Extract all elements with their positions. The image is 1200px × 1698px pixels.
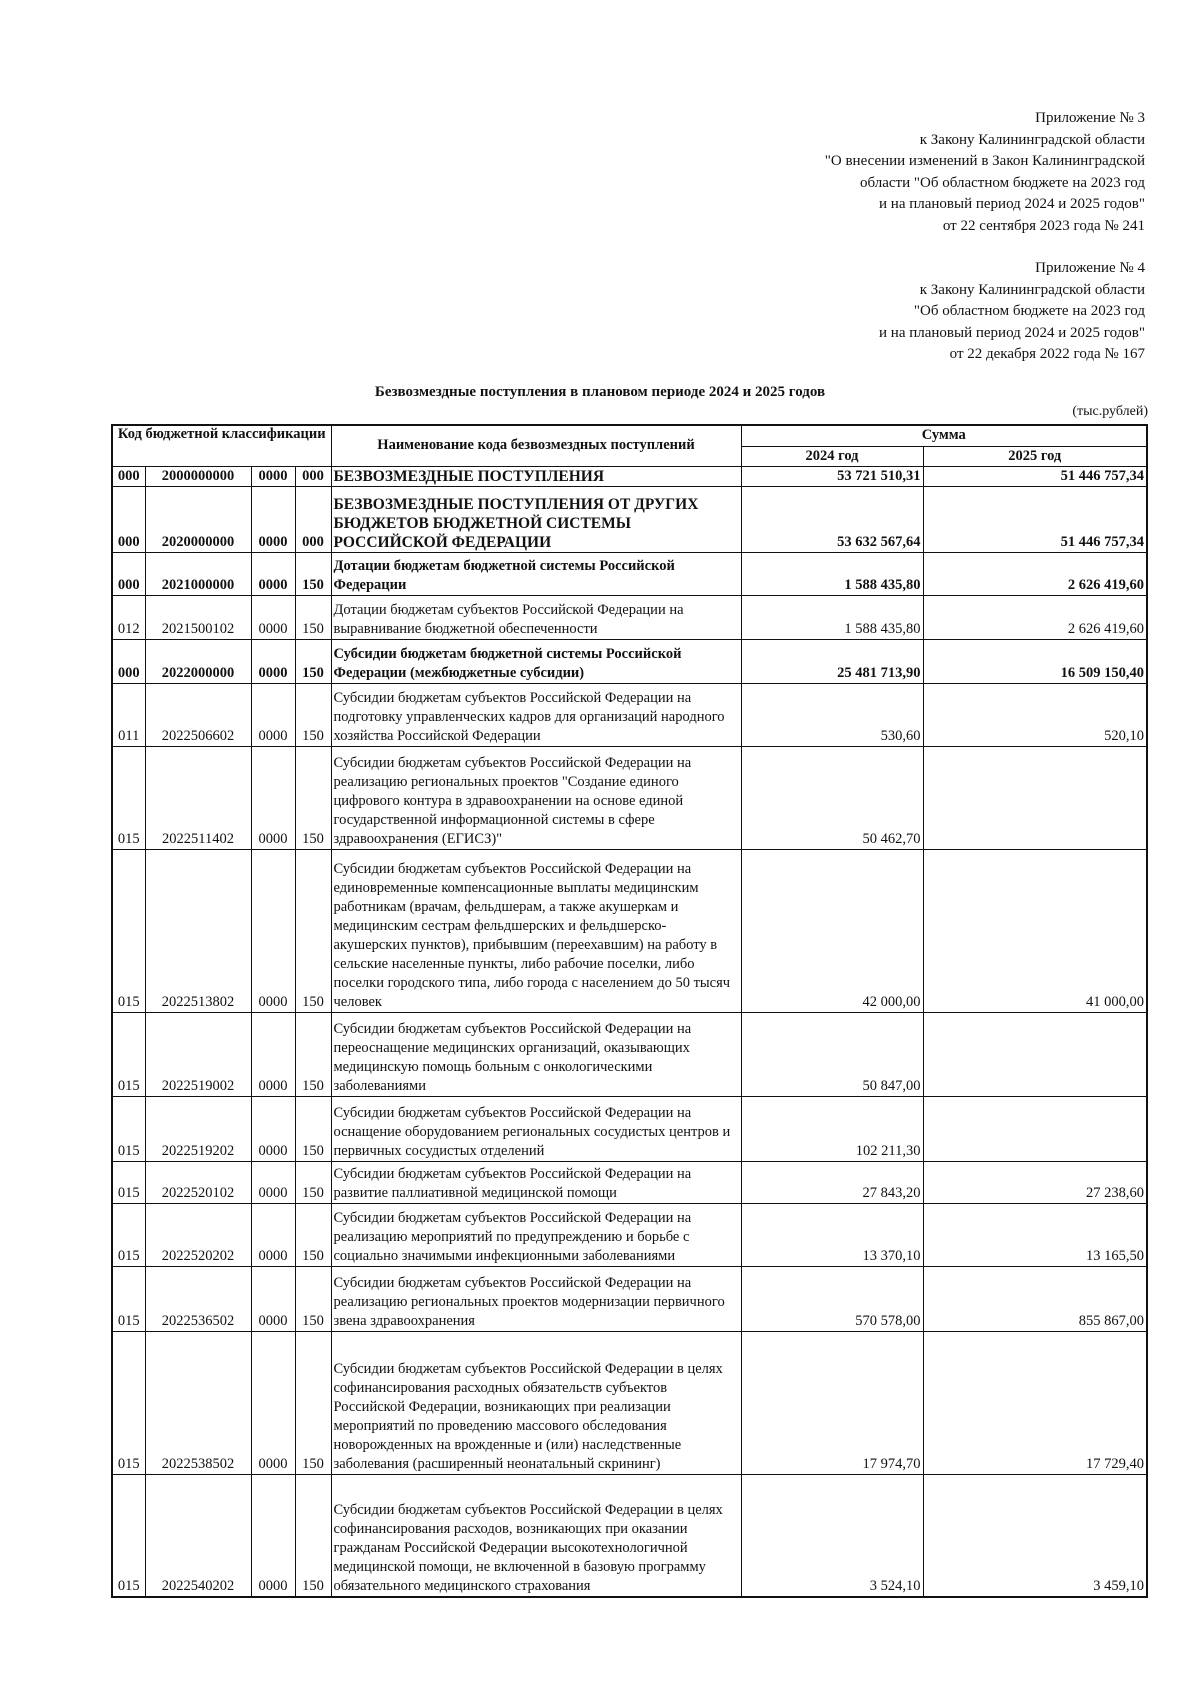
cell-admin-code: 015 bbox=[112, 1203, 145, 1266]
cell-revenue-name: БЕЗВОЗМЕЗДНЫЕ ПОСТУПЛЕНИЯ ОТ ДРУГИХ БЮДЖЕТОВ БЮДЖЕТНОЙ СИСТЕМЫ РОССИЙСКОЙ ФЕДЕРАЦИИ bbox=[331, 486, 741, 552]
cell-revenue-name: БЕЗВОЗМЕЗДНЫЕ ПОСТУПЛЕНИЯ bbox=[331, 466, 741, 486]
cell-revenue-name: Субсидии бюджетам бюджетной системы Российской Федерации (межбюджетные субсидии) bbox=[331, 639, 741, 683]
cell-admin-code: 011 bbox=[112, 683, 145, 746]
cell-admin-code: 015 bbox=[112, 1331, 145, 1474]
appendix-4-header bbox=[879, 258, 1145, 366]
appendix-line: от 22 декабря 2022 года № 167 bbox=[949, 346, 1145, 362]
cell-amount-2025: 16 509 150,40 bbox=[923, 639, 1147, 683]
appendix-line: "Об областном бюджете на 2023 год bbox=[913, 303, 1145, 319]
cell-program-code: 0000 bbox=[251, 552, 295, 595]
cell-program-code: 0000 bbox=[251, 1331, 295, 1474]
cell-program-code: 0000 bbox=[251, 1474, 295, 1597]
document-title: Безвозмездные поступления в плановом периоде 2024 и 2025 годов bbox=[374, 384, 826, 400]
cell-amount-2024: 50 462,70 bbox=[741, 746, 923, 849]
cell-revenue-name: Субсидии бюджетам субъектов Российской Федерации на реализацию региональных проектов модернизации первичного звена здравоохранения bbox=[331, 1266, 741, 1331]
cell-economic-code: 150 bbox=[295, 1331, 331, 1474]
table-row bbox=[112, 683, 1147, 746]
cell-amount-2024: 570 578,00 bbox=[741, 1266, 923, 1331]
cell-type-code: 2022513802 bbox=[145, 849, 251, 1012]
cell-economic-code: 150 bbox=[295, 1161, 331, 1203]
cell-type-code: 2022519002 bbox=[145, 1012, 251, 1096]
cell-program-code: 0000 bbox=[251, 683, 295, 746]
cell-amount-2025: 27 238,60 bbox=[923, 1161, 1147, 1203]
cell-amount-2024: 53 632 567,64 bbox=[741, 486, 923, 552]
cell-amount-2025: 855 867,00 bbox=[923, 1266, 1147, 1331]
cell-type-code: 2022520102 bbox=[145, 1161, 251, 1203]
appendix-3-header bbox=[825, 108, 1145, 237]
cell-type-code: 2022519202 bbox=[145, 1096, 251, 1161]
cell-admin-code: 015 bbox=[112, 1096, 145, 1161]
cell-revenue-name: Субсидии бюджетам субъектов Российской Федерации на оснащение оборудованием региональных сосудистых центров и первичных сосудистых отделений bbox=[331, 1096, 741, 1161]
cell-admin-code: 000 bbox=[112, 639, 145, 683]
cell-economic-code: 150 bbox=[295, 1266, 331, 1331]
cell-revenue-name: Субсидии бюджетам субъектов Российской Федерации в целях софинансирования расходов, возникающих при оказании гражданам Российской Федерации высокотехнологичной медицинской помощи, не включенной в базовую программу обязательного медицинского страхования bbox=[331, 1474, 741, 1597]
cell-amount-2025: 3 459,10 bbox=[923, 1474, 1147, 1597]
appendix-line: и на плановый период 2024 и 2025 годов" bbox=[879, 196, 1145, 212]
budget-table bbox=[111, 424, 1148, 1598]
cell-type-code: 2022540202 bbox=[145, 1474, 251, 1597]
cell-economic-code: 000 bbox=[295, 486, 331, 552]
table-row bbox=[112, 1161, 1147, 1203]
table-row bbox=[112, 639, 1147, 683]
cell-program-code: 0000 bbox=[251, 1203, 295, 1266]
cell-program-code: 0000 bbox=[251, 466, 295, 486]
table-row bbox=[112, 1331, 1147, 1474]
appendix-line: к Закону Калининградской области bbox=[919, 131, 1145, 148]
table-row bbox=[112, 1203, 1147, 1266]
cell-economic-code: 150 bbox=[295, 1096, 331, 1161]
cell-economic-code: 150 bbox=[295, 683, 331, 746]
cell-admin-code: 015 bbox=[112, 746, 145, 849]
cell-revenue-name: Субсидии бюджетам субъектов Российской Федерации на единовременные компенсационные выплаты медицинским работникам (врачам, фельдшерам, а также акушеркам и медицинским сестрам фельдшерских и фельдшерско-акушерских пунктов), прибывшим (переехавшим) на работу в сельские населенные пункты, либо рабочие поселки, либо поселки городского типа, либо города с населением до 50 тысяч человек bbox=[331, 849, 741, 1012]
cell-program-code: 0000 bbox=[251, 486, 295, 552]
cell-admin-code: 000 bbox=[112, 552, 145, 595]
cell-amount-2024: 42 000,00 bbox=[741, 849, 923, 1012]
header-code: Код бюджетной классификации bbox=[112, 425, 331, 466]
appendix-line: и на плановый период 2024 и 2025 годов" bbox=[879, 324, 1145, 341]
table-row bbox=[112, 1096, 1147, 1161]
appendix-line: Приложение № 3 bbox=[1035, 110, 1145, 126]
cell-type-code: 2022536502 bbox=[145, 1266, 251, 1331]
cell-revenue-name: Субсидии бюджетам субъектов Российской Федерации на подготовку управленческих кадров для организаций народного хозяйства Российской Федерации bbox=[331, 683, 741, 746]
cell-amount-2025: 17 729,40 bbox=[923, 1331, 1147, 1474]
units-note: (тыс.рублей) bbox=[1072, 404, 1148, 419]
cell-type-code: 2021000000 bbox=[145, 552, 251, 595]
cell-amount-2025: 41 000,00 bbox=[923, 849, 1147, 1012]
cell-economic-code: 000 bbox=[295, 466, 331, 486]
appendix-line: от 22 сентября 2023 года № 241 bbox=[942, 217, 1145, 234]
cell-program-code: 0000 bbox=[251, 639, 295, 683]
table-row bbox=[112, 552, 1147, 595]
cell-program-code: 0000 bbox=[251, 1161, 295, 1203]
header-name: Наименование кода безвозмездных поступлений bbox=[331, 425, 741, 466]
cell-type-code: 2022520202 bbox=[145, 1203, 251, 1266]
cell-amount-2024: 25 481 713,90 bbox=[741, 639, 923, 683]
table-row bbox=[112, 1012, 1147, 1096]
cell-admin-code: 012 bbox=[112, 595, 145, 639]
cell-amount-2025: 51 446 757,34 bbox=[923, 466, 1147, 486]
appendix-line: области "Об областном бюджете на 2023 год bbox=[860, 174, 1145, 191]
cell-economic-code: 150 bbox=[295, 639, 331, 683]
cell-type-code: 2022511402 bbox=[145, 746, 251, 849]
table-row bbox=[112, 466, 1147, 486]
table-row bbox=[112, 1266, 1147, 1331]
cell-amount-2025 bbox=[923, 746, 1147, 849]
cell-admin-code: 015 bbox=[112, 1266, 145, 1331]
cell-amount-2025: 2 626 419,60 bbox=[923, 595, 1147, 639]
cell-amount-2024: 1 588 435,80 bbox=[741, 552, 923, 595]
cell-program-code: 0000 bbox=[251, 1096, 295, 1161]
appendix-line: к Закону Калининградской области bbox=[919, 281, 1145, 298]
cell-revenue-name: Субсидии бюджетам субъектов Российской Федерации на реализацию мероприятий по предупреждению и борьбе с социально значимыми инфекционными заболеваниями bbox=[331, 1203, 741, 1266]
cell-program-code: 0000 bbox=[251, 746, 295, 849]
cell-type-code: 2000000000 bbox=[145, 466, 251, 486]
cell-program-code: 0000 bbox=[251, 849, 295, 1012]
cell-revenue-name: Субсидии бюджетам субъектов Российской Федерации на реализацию региональных проектов "Создание единого цифрового контура в здравоохранении на основе единой государственной информационной системы в сфере здравоохранения (ЕГИСЗ)" bbox=[331, 746, 741, 849]
cell-revenue-name: Субсидии бюджетам субъектов Российской Федерации на развитие паллиативной медицинской помощи bbox=[331, 1161, 741, 1203]
cell-amount-2024: 50 847,00 bbox=[741, 1012, 923, 1096]
cell-amount-2024: 13 370,10 bbox=[741, 1203, 923, 1266]
cell-admin-code: 000 bbox=[112, 486, 145, 552]
cell-amount-2024: 27 843,20 bbox=[741, 1161, 923, 1203]
cell-admin-code: 015 bbox=[112, 1474, 145, 1597]
cell-amount-2025 bbox=[923, 1012, 1147, 1096]
header-year-2024: 2024 год bbox=[741, 446, 923, 466]
cell-revenue-name: Дотации бюджетам субъектов Российской Федерации на выравнивание бюджетной обеспеченности bbox=[331, 595, 741, 639]
cell-type-code: 2020000000 bbox=[145, 486, 251, 552]
cell-amount-2024: 53 721 510,31 bbox=[741, 466, 923, 486]
cell-admin-code: 015 bbox=[112, 1012, 145, 1096]
cell-revenue-name: Субсидии бюджетам субъектов Российской Федерации в целях софинансирования расходных обязательств субъектов Российской Федерации, возникающих при реализации мероприятий по проведению массового обследования новорожденных на врожденные и (или) наследственные заболевания (расширенный неонатальный скрининг) bbox=[331, 1331, 741, 1474]
cell-type-code: 2021500102 bbox=[145, 595, 251, 639]
cell-type-code: 2022538502 bbox=[145, 1331, 251, 1474]
cell-economic-code: 150 bbox=[295, 1203, 331, 1266]
cell-amount-2024: 3 524,10 bbox=[741, 1474, 923, 1597]
cell-admin-code: 015 bbox=[112, 849, 145, 1012]
table-row bbox=[112, 595, 1147, 639]
cell-program-code: 0000 bbox=[251, 595, 295, 639]
table-body bbox=[112, 466, 1147, 1597]
cell-amount-2025: 2 626 419,60 bbox=[923, 552, 1147, 595]
table-row bbox=[112, 486, 1147, 552]
cell-amount-2025: 520,10 bbox=[923, 683, 1147, 746]
table-row bbox=[112, 746, 1147, 849]
cell-type-code: 2022506602 bbox=[145, 683, 251, 746]
appendix-line: "О внесении изменений в Закон Калининградской bbox=[824, 153, 1145, 169]
cell-admin-code: 000 bbox=[112, 466, 145, 486]
cell-amount-2025: 13 165,50 bbox=[923, 1203, 1147, 1266]
cell-economic-code: 150 bbox=[295, 595, 331, 639]
cell-economic-code: 150 bbox=[295, 1012, 331, 1096]
cell-revenue-name: Дотации бюджетам бюджетной системы Российской Федерации bbox=[331, 552, 741, 595]
cell-amount-2024: 1 588 435,80 bbox=[741, 595, 923, 639]
cell-amount-2024: 530,60 bbox=[741, 683, 923, 746]
table-row bbox=[112, 849, 1147, 1012]
cell-revenue-name: Субсидии бюджетам субъектов Российской Федерации на переоснащение медицинских организаций, оказывающих медицинскую помощь больным с онкологическими заболеваниями bbox=[331, 1012, 741, 1096]
table-row bbox=[112, 1474, 1147, 1597]
cell-economic-code: 150 bbox=[295, 552, 331, 595]
cell-amount-2025 bbox=[923, 1096, 1147, 1161]
table-header-row bbox=[112, 425, 1147, 446]
cell-program-code: 0000 bbox=[251, 1012, 295, 1096]
header-year-2025: 2025 год bbox=[923, 446, 1147, 466]
appendix-line: Приложение № 4 bbox=[1035, 260, 1145, 276]
cell-program-code: 0000 bbox=[251, 1266, 295, 1331]
cell-economic-code: 150 bbox=[295, 849, 331, 1012]
cell-admin-code: 015 bbox=[112, 1161, 145, 1203]
cell-economic-code: 150 bbox=[295, 746, 331, 849]
header-sum: Сумма bbox=[741, 425, 1147, 446]
cell-economic-code: 150 bbox=[295, 1474, 331, 1597]
cell-amount-2025: 51 446 757,34 bbox=[923, 486, 1147, 552]
cell-type-code: 2022000000 bbox=[145, 639, 251, 683]
cell-amount-2024: 102 211,30 bbox=[741, 1096, 923, 1161]
cell-amount-2024: 17 974,70 bbox=[741, 1331, 923, 1474]
